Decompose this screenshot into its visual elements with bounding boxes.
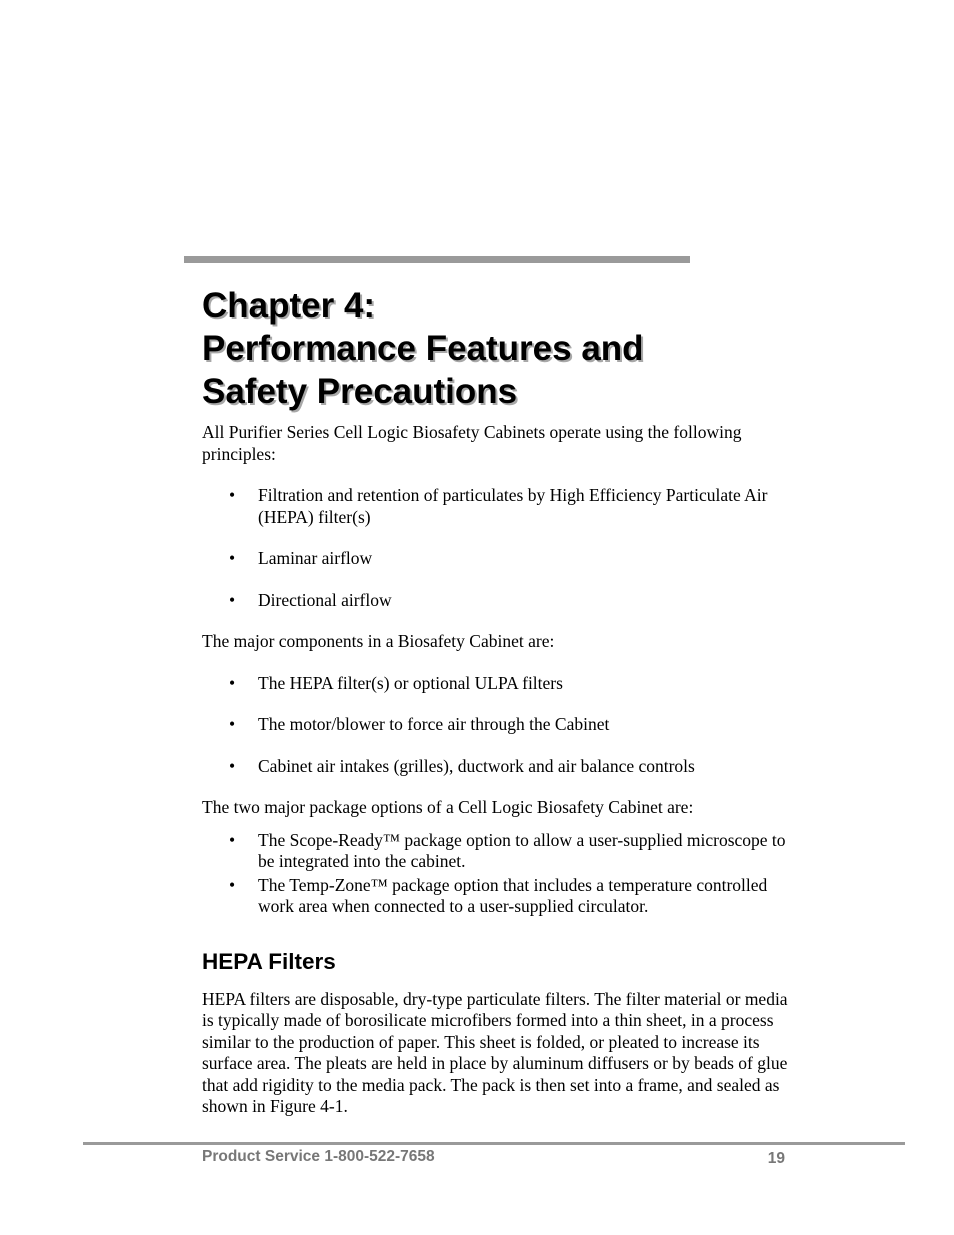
page-number: 19 <box>767 1150 785 1167</box>
chapter-content <box>202 422 792 1118</box>
list-item: • The Temp-Zone™ package option that includes a temperature controlled work area when connected to a user-supplied circulator. <box>229 874 768 916</box>
bullet-icon: • <box>229 714 236 734</box>
hepa-paragraph: HEPA filters are disposable, dry-type particulate filters. The filter material or media is typically made of borosilicate microfibers formed into a thin sheet, in a process similar to the production of paper. This sheet is folded, or pleated to increase its surface area. The pleats are held in place by aluminum diffusers or by beads of glue that add rigidity to the media pack. The pack is then set into a frame, and sealed as shown in Figure 4-1. <box>202 988 788 1116</box>
packages-list <box>202 830 792 918</box>
list-item: • The HEPA filter(s) or optional ULPA filters <box>229 672 563 693</box>
section-heading-hepa: HEPA Filters <box>202 948 336 974</box>
list-item: • Directional airflow <box>229 589 392 610</box>
list-item: • The Scope-Ready™ package option to allow a user-supplied microscope to be integrated into the cabinet. <box>229 829 786 871</box>
bullet-icon: • <box>229 672 236 693</box>
list-item: • The motor/blower to force air through the Cabinet <box>229 714 610 734</box>
chapter-title-line-3: Safety Precautions <box>202 372 518 411</box>
packages-paragraph: The two major package options of a Cell Logic Biosafety Cabinet are: <box>202 797 694 817</box>
chapter-title <box>202 284 842 413</box>
footer-rule <box>83 1142 905 1145</box>
bullet-icon: • <box>229 755 236 776</box>
footer-product-service: Product Service 1-800-522-7658 <box>202 1148 435 1165</box>
chapter-top-rule <box>184 256 690 263</box>
intro-paragraph: All Purifier Series Cell Logic Biosafety Cabinets operate using the following principles: <box>202 422 742 464</box>
bullet-icon: • <box>229 589 236 610</box>
chapter-title-line-2: Performance Features and <box>202 329 644 368</box>
chapter-title-line-1: Chapter 4: <box>202 286 376 325</box>
principles-list <box>202 485 792 611</box>
bullet-icon: • <box>229 829 236 850</box>
components-paragraph: The major components in a Biosafety Cabinet are: <box>202 631 555 651</box>
bullet-icon: • <box>229 548 236 568</box>
components-list <box>202 673 792 778</box>
list-item: • Cabinet air intakes (grilles), ductwork and air balance controls <box>229 755 695 776</box>
bullet-icon: • <box>229 874 236 895</box>
list-item: • Filtration and retention of particulates by High Efficiency Particulate Air (HEPA) filter(s) <box>229 485 768 527</box>
list-item: • Laminar airflow <box>229 548 373 568</box>
bullet-icon: • <box>229 485 236 505</box>
